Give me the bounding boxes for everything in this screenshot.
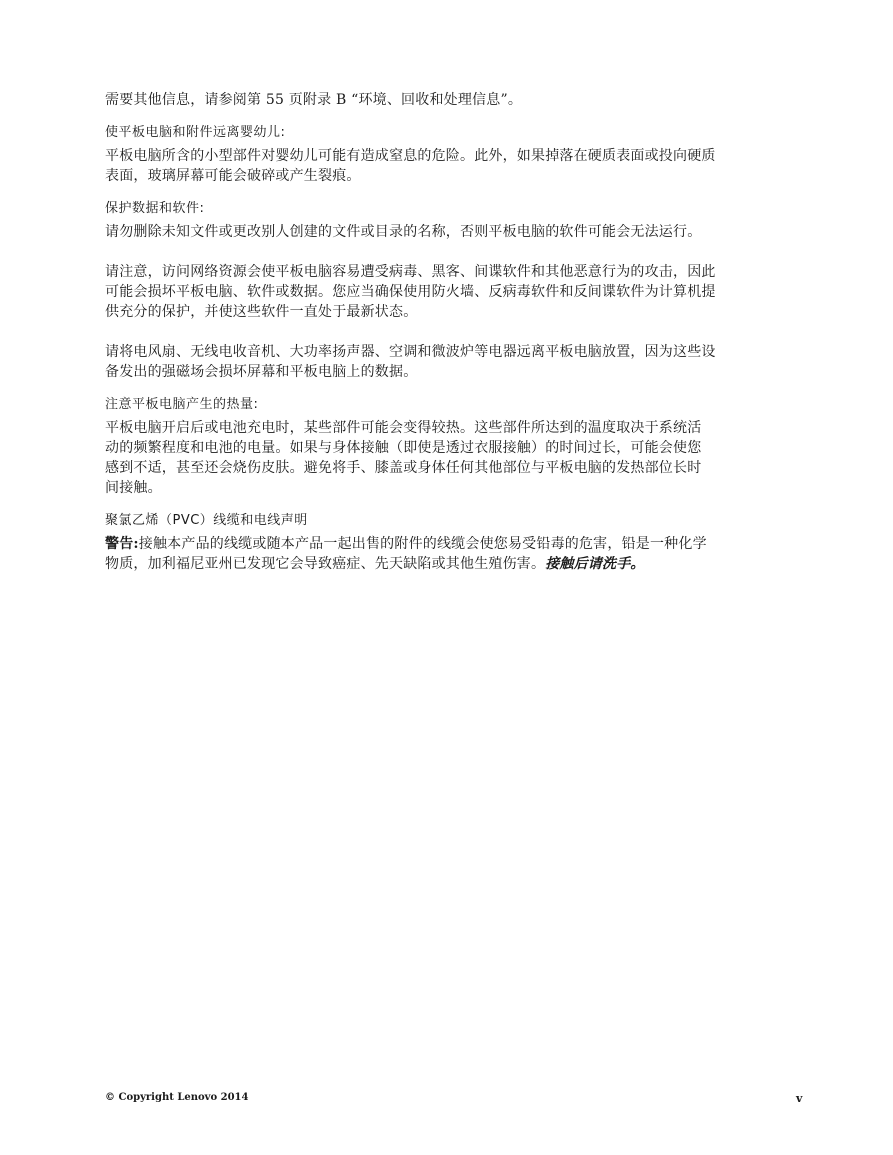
data-paragraph-1: 请勿删除未知文件或更改别人创建的文件或目录的名称，否则平板电脑的软件可能会无法运行。 (105, 224, 702, 240)
infants-paragraph (105, 146, 810, 186)
data-p2-line-3: 供充分的保护，并使这些软件一直处于最新状态。 (105, 304, 418, 320)
page-number: v (796, 1092, 803, 1105)
data-p2-line-2: 可能会损坏平板电脑、软件或数据。您应当确保使用防火墙、反病毒软件和反间谍软件为计算机提 (105, 284, 716, 300)
heat-paragraph (105, 418, 810, 498)
infants-line-1: 平板电脑所含的小型部件对婴幼儿可能有造成窒息的危险。此外，如果掉落在硬质表面或投向硬质 (105, 148, 716, 164)
pvc-line-1: 接触本产品的线缆或随本产品一起出售的附件的线缆会使您易受铅毒的危害，铅是一种化学 (138, 536, 707, 552)
heat-line-2: 动的频繁程度和电池的电量。如果与身体接触（即使是透过衣服接触）的时间过长，可能会使您 (105, 440, 702, 456)
data-p3-line-2: 备发出的强磁场会损坏屏幕和平板电脑上的数据。 (105, 364, 418, 380)
data-p3-line-1: 请将电风扇、无线电收音机、大功率扬声器、空调和微波炉等电器远离平板电脑放置，因为这些设 (105, 344, 716, 360)
wash-hands-emphasis: 接触后请洗手。 (545, 556, 645, 572)
pvc-heading: 聚氯乙烯（PVC）线缆和电线声明 (105, 513, 308, 528)
intro-paragraph: 需要其他信息，请参阅第 55 页附录 B “环境、回收和处理信息”。 (105, 92, 523, 108)
infants-line-2: 表面，玻璃屏幕可能会破碎或产生裂痕。 (105, 168, 361, 184)
heat-heading: 注意平板电脑产生的热量: (105, 397, 259, 412)
data-protection-heading: 保护数据和软件: (105, 201, 205, 216)
data-paragraph-2 (105, 262, 810, 322)
warning-label: 警告: (105, 536, 139, 552)
heat-line-1: 平板电脑开启后或电池充电时，某些部件可能会变得较热。这些部件所达到的温度取决于系统活 (105, 420, 702, 436)
pvc-warning-paragraph (105, 534, 810, 574)
heat-line-4: 间接触。 (105, 480, 162, 496)
infants-heading: 使平板电脑和附件远离婴幼儿: (105, 125, 286, 140)
page-content (105, 90, 810, 574)
data-paragraph-3 (105, 342, 810, 382)
copyright-notice: © Copyright Lenovo 2014 (105, 1092, 249, 1103)
heat-line-3: 感到不适，甚至还会烧伤皮肤。避免将手、膝盖或身体任何其他部位与平板电脑的发热部位长时 (105, 460, 702, 476)
data-p2-line-1: 请注意，访问网络资源会使平板电脑容易遭受病毒、黑客、间谍软件和其他恶意行为的攻击，因此 (105, 264, 716, 280)
pvc-line-2: 物质，加利福尼亚州已发现它会导致癌症、先天缺陷或其他生殖伤害。 (105, 556, 546, 572)
